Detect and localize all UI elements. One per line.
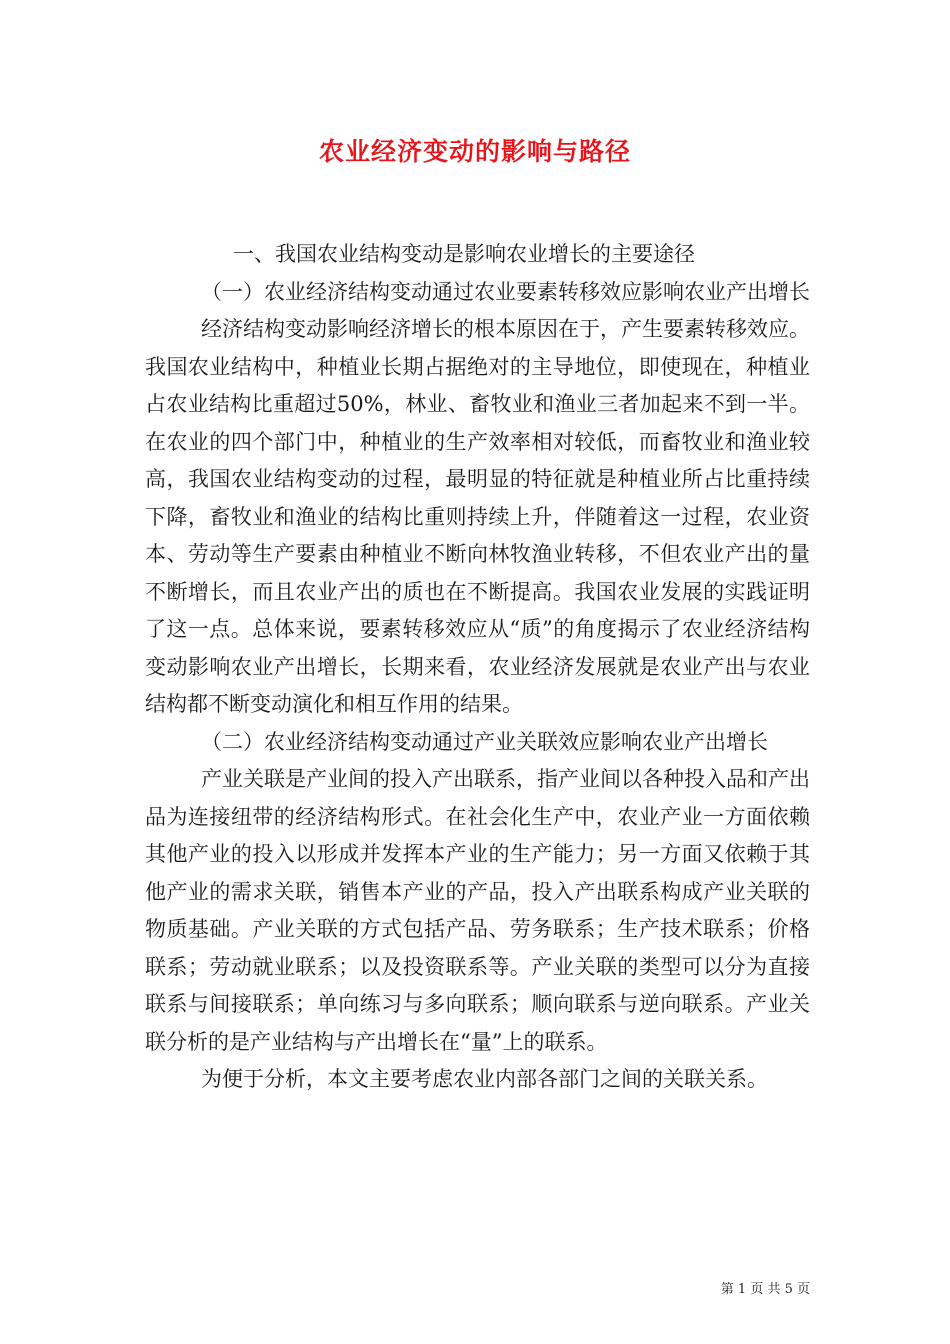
page-number: 第 1 页 共 5 页 <box>720 1282 810 1297</box>
subsection-heading-1: （一）农业经济结构变动通过农业要素转移效应影响农业产出增长 <box>201 279 810 304</box>
subsection-heading-2: （二）农业经济结构变动通过产业关联效应影响农业产出增长 <box>201 729 768 754</box>
document-title: 农业经济变动的影响与路径 <box>318 137 631 166</box>
paragraph-3: 为便于分析，本文主要考虑农业内部各部门之间的关联关系。 <box>201 1067 768 1091</box>
paragraph-2: 产业关联是产业间的投入产出联系，指产业间以各种投入品和产出品为连接纽带的经济结构形式。在社会化生产中，农业产业一方面依赖其他产业的投入以形成并发挥本产业的生产能力；另一方面又依赖于其他产业的需求关联，销售本产业的产品，投入产出联系构成产业关联的物质基础。产业关联的方式包括产品、劳务联系；生产技术联系；价格联系；劳动就业联系；以及投资联系等。产业关联的类型可以分为直接联系与间接联系；单向练习与多向联系；顺向联系与逆向联系。产业关联分析的是产业结构与产出增长在“量”上的联系。 <box>145 767 810 1054</box>
document-body <box>145 236 810 1099</box>
paragraph-1: 经济结构变动影响经济增长的根本原因在于，产生要素转移效应。我国农业结构中，种植业长期占据绝对的主导地位，即使现在，种植业占农业结构比重超过50%，林业、畜牧业和渔业三者加起来不到一半。在农业的四个部门中，种植业的生产效率相对较低，而畜牧业和渔业较高，我国农业结构变动的过程，最明显的特征就是种植业所占比重持续下降，畜牧业和渔业的结构比重则持续上升，伴随着这一过程，农业资本、劳动等生产要素由种植业不断向林牧渔业转移，不但农业产出的量不断增长，而且农业产出的质也在不断提高。我国农业发展的实践证明了这一点。总体来说，要素转移效应从“质”的角度揭示了农业经济结构变动影响农业产出增长，长期来看，农业经济发展就是农业产出与农业结构都不断变动演化和相互作用的结果。 <box>145 317 810 716</box>
section-heading: 一、我国农业结构变动是影响农业增长的主要途径 <box>233 242 695 266</box>
